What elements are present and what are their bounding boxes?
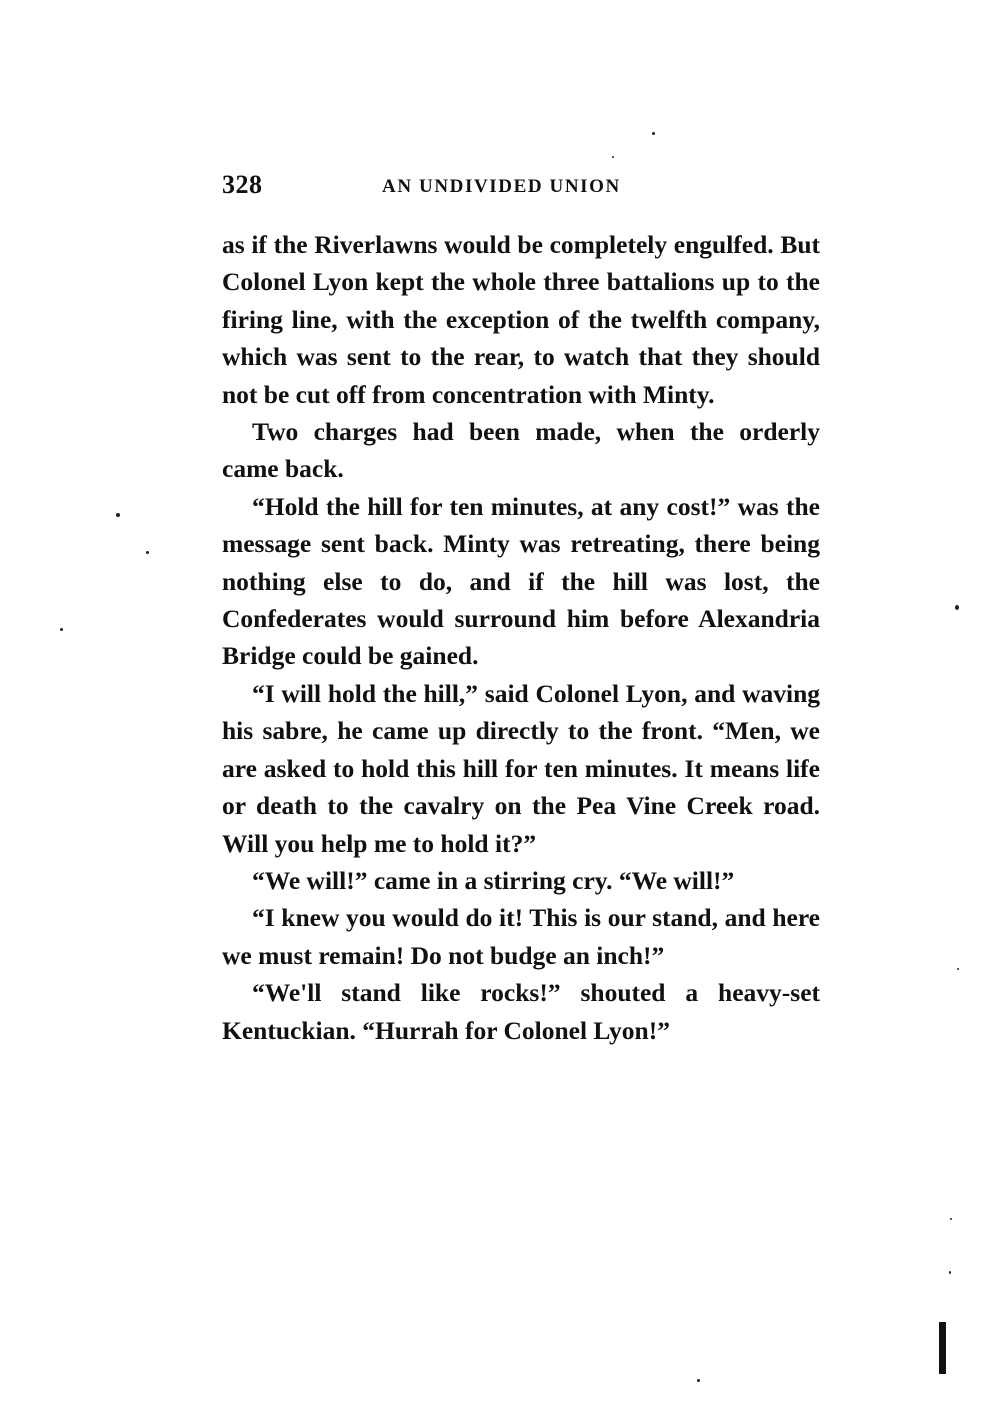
scan-speck (957, 968, 959, 970)
running-head (222, 170, 822, 206)
scan-speck (955, 605, 959, 610)
paragraph: “We'll stand like rocks!” shouted a heavy-set Kentuckian. “Hurrah for Colonel Lyon!” (222, 978, 820, 1045)
scan-edge-mark (939, 1322, 946, 1374)
body-text (222, 226, 820, 1049)
scan-speck (950, 1218, 952, 1220)
paragraph: Two charges had been made, when the orderly came back. (222, 417, 820, 484)
scan-speck (60, 628, 63, 631)
paragraph: “I knew you would do it! This is our stand, and here we must remain! Do not budge an inch!” (222, 903, 820, 970)
paragraph: “I will hold the hill,” said Colonel Lyon, and waving his sabre, he came up directly to the front. “Men, we are asked to hold this hill for ten minutes. It means life or death to the cavalry on the Pea Vine Creek road. Will you help me to hold it?” (222, 678, 820, 858)
running-title: AN UNDIVIDED UNION (382, 176, 621, 197)
paragraph-continuation: as if the Riverlawns would be completely engulfed. But Colonel Lyon kept the whole three battalions up to the firing line, with the exception of the twelfth company, which was sent to the rear, to watch that they should not be cut off from concentration with Minty. (222, 230, 820, 409)
scan-speck (652, 132, 655, 135)
page-number: 328 (222, 170, 263, 199)
scan-speck (697, 1379, 700, 1382)
paragraph: “Hold the hill for ten minutes, at any cost!” was the message sent back. Minty was retreating, there being nothing else to do, and if the hill was lost, the Confederates would surround him before Alexandria Bridge could be gained. (222, 491, 820, 671)
scan-speck (116, 513, 120, 517)
scan-speck (612, 156, 614, 158)
paragraph: “We will!” came in a stirring cry. “We will!” (252, 865, 735, 895)
scan-speck (949, 1271, 951, 1274)
scan-speck (146, 551, 149, 554)
